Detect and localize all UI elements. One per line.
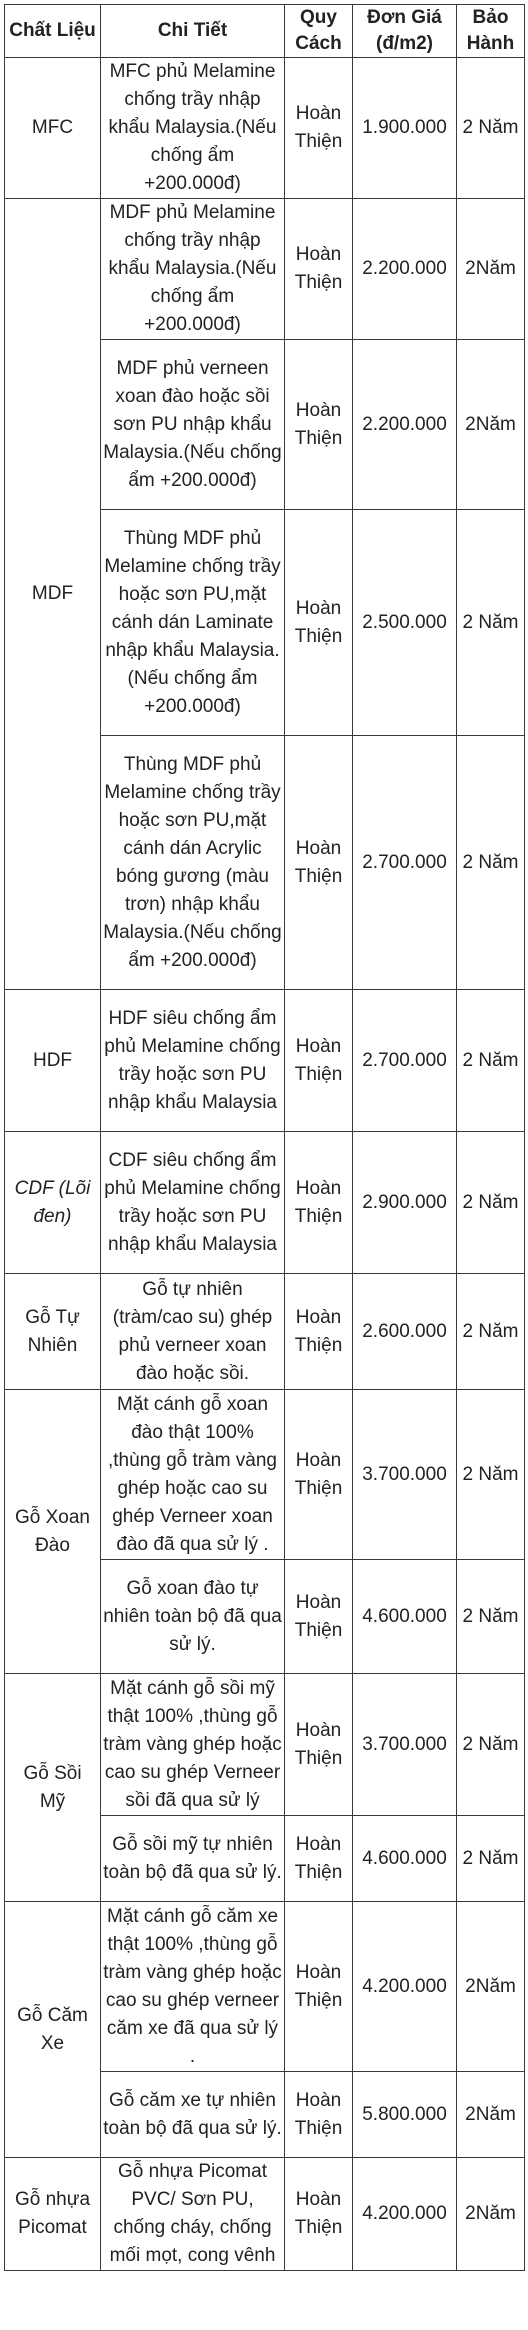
price-cell: 2.500.000 [353,510,457,736]
warranty-cell: 2Năm [457,2072,525,2158]
material-cell: MFC [5,58,101,199]
price-cell: 4.600.000 [353,1560,457,1674]
price-cell: 5.800.000 [353,2072,457,2158]
warranty-cell: 2 Năm [457,58,525,199]
material-cell: Gỗ Căm Xe [5,1902,101,2158]
detail-cell: Gỗ nhựa Picomat PVC/ Sơn PU, chống cháy, chống mối mọt, cong vênh [101,2158,285,2271]
spec-cell: Hoàn Thiện [285,510,353,736]
material-cell: MDF [5,199,101,990]
spec-cell: Hoàn Thiện [285,199,353,340]
spec-cell: Hoàn Thiện [285,1390,353,1560]
warranty-cell: 2Năm [457,199,525,340]
table-row [5,2158,525,2271]
warranty-cell: 2Năm [457,340,525,510]
warranty-cell: 2 Năm [457,1274,525,1390]
header-material: Chất Liệu [5,5,101,58]
detail-cell: Gỗ căm xe tự nhiên toàn bộ đã qua sử lý. [101,2072,285,2158]
table-row [5,1390,525,1560]
warranty-cell: 2 Năm [457,1390,525,1560]
material-cell: Gỗ nhựa Picomat [5,2158,101,2271]
table-row [5,199,525,340]
price-cell: 2.600.000 [353,1274,457,1390]
spec-cell: Hoàn Thiện [285,58,353,199]
material-cell: Gỗ Sồi Mỹ [5,1674,101,1902]
detail-cell: Gỗ xoan đào tự nhiên toàn bộ đã qua sử lý. [101,1560,285,1674]
detail-cell: Thùng MDF phủ Melamine chống trầy hoặc sơn PU,mặt cánh dán Acrylic bóng gương (màu trơn) nhập khẩu Malaysia.(Nếu chống ẩm +200.000đ) [101,736,285,990]
price-cell: 3.700.000 [353,1674,457,1816]
table-row [5,1132,525,1274]
detail-cell: MFC phủ Melamine chống trầy nhập khẩu Malaysia.(Nếu chống ẩm +200.000đ) [101,58,285,199]
warranty-cell: 2 Năm [457,1132,525,1274]
detail-cell: HDF siêu chống ẩm phủ Melamine chống trầy hoặc sơn PU nhập khẩu Malaysia [101,990,285,1132]
detail-cell: MDF phủ verneen xoan đào hoặc sồi sơn PU nhập khẩu Malaysia.(Nếu chống ẩm +200.000đ) [101,340,285,510]
table-row [5,1274,525,1390]
spec-cell: Hoàn Thiện [285,1816,353,1902]
detail-cell: CDF siêu chống ẩm phủ Melamine chống trầy hoặc sơn PU nhập khẩu Malaysia [101,1132,285,1274]
warranty-cell: 2 Năm [457,1816,525,1902]
price-cell: 2.700.000 [353,990,457,1132]
spec-cell: Hoàn Thiện [285,736,353,990]
header-warranty: Bảo Hành [457,5,525,58]
material-cell: Gỗ Tự Nhiên [5,1274,101,1390]
header-detail: Chi Tiết [101,5,285,58]
header-spec: Quy Cách [285,5,353,58]
detail-cell: Mặt cánh gỗ xoan đào thật 100% ,thùng gỗ tràm vàng ghép hoặc cao su ghép Verneer xoan đào đã qua sử lý . [101,1390,285,1560]
table-row [5,1902,525,2072]
spec-cell: Hoàn Thiện [285,1274,353,1390]
table-row [5,1674,525,1816]
price-cell: 2.900.000 [353,1132,457,1274]
detail-cell: Mặt cánh gỗ sồi mỹ thật 100% ,thùng gỗ tràm vàng ghép hoặc cao su ghép Verneer sồi đã qua sử lý [101,1674,285,1816]
detail-cell: Gỗ sồi mỹ tự nhiên toàn bộ đã qua sử lý. [101,1816,285,1902]
spec-cell: Hoàn Thiện [285,1674,353,1816]
detail-cell: Thùng MDF phủ Melamine chống trầy hoặc sơn PU,mặt cánh dán Laminate nhập khẩu Malaysia.(Nếu chống ẩm +200.000đ) [101,510,285,736]
price-cell: 2.200.000 [353,340,457,510]
warranty-cell: 2 Năm [457,1560,525,1674]
spec-cell: Hoàn Thiện [285,340,353,510]
price-cell: 1.900.000 [353,58,457,199]
warranty-cell: 2Năm [457,2158,525,2271]
spec-cell: Hoàn Thiện [285,1560,353,1674]
price-table [4,4,525,2271]
header-price: Đơn Giá (đ/m2) [353,5,457,58]
header-row [5,5,525,58]
spec-cell: Hoàn Thiện [285,1902,353,2072]
material-cell: Gỗ Xoan Đào [5,1390,101,1674]
detail-cell: Gỗ tự nhiên (tràm/cao su) ghép phủ verneer xoan đào hoặc sồi. [101,1274,285,1390]
price-cell: 2.200.000 [353,199,457,340]
table-row [5,58,525,199]
price-cell: 4.200.000 [353,1902,457,2072]
price-cell: 4.200.000 [353,2158,457,2271]
price-cell: 3.700.000 [353,1390,457,1560]
material-cell: CDF (Lõi đen) [5,1132,101,1274]
warranty-cell: 2 Năm [457,510,525,736]
price-cell: 4.600.000 [353,1816,457,1902]
warranty-cell: 2Năm [457,1902,525,2072]
spec-cell: Hoàn Thiện [285,2158,353,2271]
spec-cell: Hoàn Thiện [285,2072,353,2158]
spec-cell: Hoàn Thiện [285,1132,353,1274]
warranty-cell: 2 Năm [457,1674,525,1816]
warranty-cell: 2 Năm [457,736,525,990]
warranty-cell: 2 Năm [457,990,525,1132]
spec-cell: Hoàn Thiện [285,990,353,1132]
detail-cell: Mặt cánh gỗ căm xe thật 100% ,thùng gỗ tràm vàng ghép hoặc cao su ghép verneer căm xe đã qua sử lý . [101,1902,285,2072]
detail-cell: MDF phủ Melamine chống trầy nhập khẩu Malaysia.(Nếu chống ẩm +200.000đ) [101,199,285,340]
table-row [5,990,525,1132]
material-cell: HDF [5,990,101,1132]
price-cell: 2.700.000 [353,736,457,990]
